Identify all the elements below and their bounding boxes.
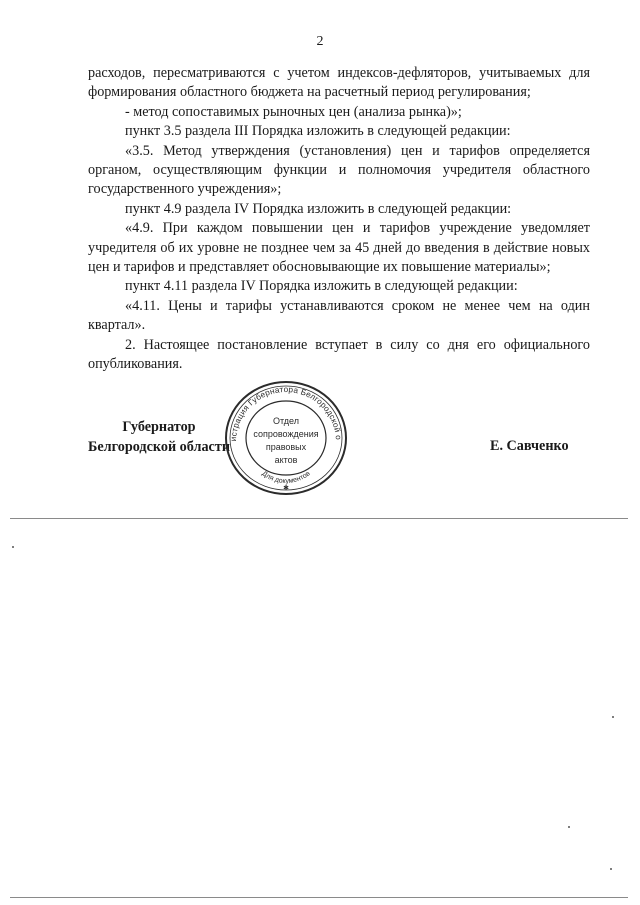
page-number: 2: [316, 34, 324, 49]
paragraph-effective-date: 2. Настоящее постановление вступает в силу со дня его официального опубликования.: [88, 336, 590, 373]
paragraph-point-3-5-text: «3.5. Метод утверждения (установления) цен и тарифов определяется органом, осуществляющим функции и полномочия учредителя областного государственного учреждения»;: [88, 142, 590, 198]
signature-title: [88, 418, 230, 457]
signature-title-line1: Губернатор: [122, 419, 196, 435]
paragraph-point-4-11-text: «4.11. Цены и тарифы устанавливаются сроком не менее чем на один квартал».: [88, 297, 590, 334]
signatory-name: Е. Савченко: [490, 438, 569, 454]
signature-title-line2: Белгородской области: [88, 438, 230, 455]
stamp-center-line4: актов: [274, 455, 298, 465]
bottom-divider-line: [10, 897, 628, 898]
stamp-center-line3: правовых: [265, 442, 307, 452]
official-stamp: [222, 378, 350, 498]
paragraph-point-4-9-intro: пункт 4.9 раздела IV Порядка изложить в следующей редакции:: [125, 200, 512, 217]
svg-text:Для документов: [260, 470, 311, 485]
stamp-center-line1: Отдел: [272, 416, 300, 426]
scan-speck: [610, 868, 612, 870]
scan-speck: [568, 826, 570, 828]
scan-speck: [612, 716, 614, 718]
scan-speck: [12, 546, 14, 548]
paragraph-point-3-5-intro: пункт 3.5 раздела III Порядка изложить в следующей редакции:: [125, 123, 511, 140]
paragraph-point-4-9-text: «4.9. При каждом повышении цен и тарифов учреждение уведомляет учредителя об их уровне не позднее чем за 45 дней до введения в действие новых цен и тарифов и представляет обосновывающие их повышение материалы»;: [88, 220, 590, 276]
paragraph-continuation: расходов, пересматриваются с учетом индексов-дефляторов, учитываемых для формирования областного бюджета на расчетный период регулирования;: [88, 65, 590, 101]
stamp-icon: [222, 378, 350, 498]
divider-line: [10, 518, 628, 519]
stamp-star-icon: ✱: [283, 484, 289, 492]
stamp-outer-text: истрация Губернатора Белгородской о: [228, 384, 343, 442]
paragraph-point-4-11-intro: пункт 4.11 раздела IV Порядка изложить в следующей редакции:: [125, 278, 518, 295]
stamp-bottom-text: Для документов: [260, 470, 312, 486]
paragraph-market-method: - метод сопоставимых рыночных цен (анализа рынка)»;: [125, 103, 462, 120]
body-text: [88, 64, 590, 375]
stamp-center-line2: сопровождения: [253, 429, 319, 439]
